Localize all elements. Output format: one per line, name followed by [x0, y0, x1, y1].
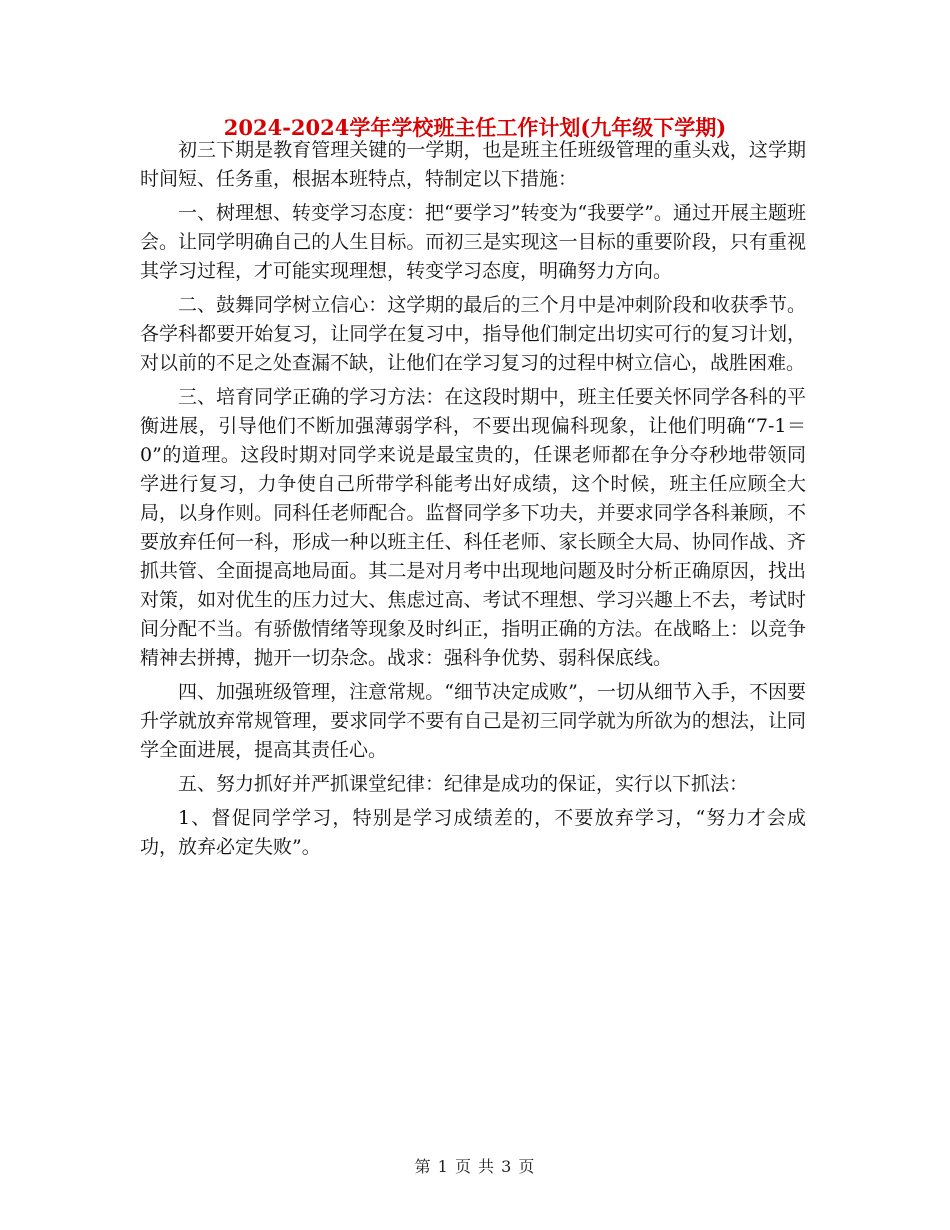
page-number-footer: 第 1 页 共 3 页 [414, 1157, 536, 1176]
document-title: 2024-2024学年学校班主任工作计划(九年级下学期) [223, 115, 727, 140]
paragraph-section-5: 五、努力抓好并严抓课堂纪律：纪律是成功的保证，实行以下抓法： [178, 773, 749, 795]
paragraph-section-3: 三、培育同学正确的学习方法：在这段时期中，班主任要关怀同学各科的平衡进展，引导他们不断加强薄弱学科，不要出现偏科现象，让他们明确“7-1＝0”的道理。这段时期对同学来说是最宝贵的，任课老师都在争分夺秒地带领同学进行复习，力争使自己所带学科能考出好成绩，这个时候，班主任应顾全大局，以身作则。同科任老师配合。监督同学多下功夫，并要求同学各科兼顾，不要放弃任何一科，形成一种以班主任、科任老师、家长顾全大局、协同作战、齐抓共管、全面提高地局面。其二是对月考中出现地问题及时分析正确原因，找出对策，如对优生的压力过大、焦虑过高、考试不理想、学习兴趣上不去，考试时间分配不当。有骄傲情绪等现象及时纠正，指明正确的方法。在战略上：以竞争精神去拼搏，抛开一切杂念。战求：强科争优势、弱科保底线。 [140, 386, 806, 669]
paragraph-item-1: 1、督促同学学习，特别是学习成绩差的，不要放弃学习，“努力才会成功，放弃必定失败”。 [140, 807, 806, 858]
paragraph-intro: 初三下期是教育管理关键的一学期，也是班主任班级管理的重头戏，这学期时间短、任务重，根据本班特点，特制定以下措施： [140, 139, 806, 190]
document-body [140, 136, 806, 867]
paragraph-section-4: 四、加强班级管理，注意常规。“细节决定成败”，一切从细节入手，不因要升学就放弃常规管理，要求同学不要有自己是初三同学就为所欲为的想法，让同学全面进展，提高其责任心。 [140, 681, 806, 761]
paragraph-section-2: 二、鼓舞同学树立信心：这学期的最后的三个月中是冲刺阶段和收获季节。各学科都要开始复习，让同学在复习中，指导他们制定出切实可行的复习计划，对以前的不足之处查漏不缺，让他们在学习复习的过程中树立信心，战胜困难。 [140, 294, 806, 374]
paragraph-section-1: 一、树理想、转变学习态度：把“要学习”转变为“我要学”。通过开展主题班会。让同学明确自己的人生目标。而初三是实现这一目标的重要阶段，只有重视其学习过程，才可能实现理想，转变学习态度，明确努力方向。 [140, 202, 806, 282]
